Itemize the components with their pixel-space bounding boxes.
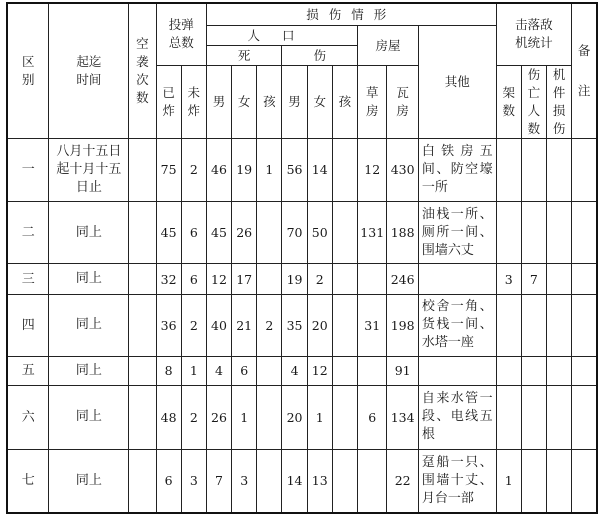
parts-cell: [546, 264, 571, 295]
header-remarks: 备注: [572, 3, 597, 138]
parts-cell: [546, 202, 571, 264]
exploded-cell: 8: [156, 356, 181, 385]
exploded-cell: 32: [156, 264, 181, 295]
thatched-cell: [358, 449, 387, 513]
remarks-cell: [572, 202, 597, 264]
remarks-cell: [572, 138, 597, 202]
dead-child-cell: [257, 202, 282, 264]
tiled-cell: 188: [387, 202, 418, 264]
other-cell: 趸船一只、围墙十丈、月台一部: [418, 449, 496, 513]
period-cell: 同上: [49, 385, 129, 449]
unexploded-cell: 2: [181, 385, 206, 449]
raids-cell: [129, 449, 156, 513]
other-cell: 油栈一所、厕所一间、围墙六丈: [418, 202, 496, 264]
injured-female-cell: 1: [307, 385, 332, 449]
exploded-cell: 6: [156, 449, 181, 513]
injured-male-cell: 70: [282, 202, 307, 264]
aircraft-cell: [496, 202, 521, 264]
parts-cell: [546, 138, 571, 202]
table-body: [7, 138, 597, 513]
header-people: 人口: [206, 25, 357, 45]
header-dead-female: 女: [232, 65, 257, 138]
unexploded-cell: 2: [181, 138, 206, 202]
header-damage: 损伤情形: [206, 3, 496, 25]
crew-cell: [521, 449, 546, 513]
raids-cell: [129, 385, 156, 449]
dead-female-cell: 17: [232, 264, 257, 295]
remarks-cell: [572, 449, 597, 513]
aircraft-cell: [496, 295, 521, 357]
aircraft-cell: 1: [496, 449, 521, 513]
header-exploded: 已炸: [156, 65, 181, 138]
injured-female-cell: 14: [307, 138, 332, 202]
thatched-cell: 6: [358, 385, 387, 449]
dead-male-cell: 26: [206, 385, 231, 449]
table-row: [7, 449, 597, 513]
injured-child-cell: [332, 138, 357, 202]
thatched-cell: 12: [358, 138, 387, 202]
other-cell: 白铁房五间、防空壕一所: [418, 138, 496, 202]
dead-male-cell: 12: [206, 264, 231, 295]
crew-cell: [521, 385, 546, 449]
district-cell: 三: [7, 264, 49, 295]
injured-female-cell: 12: [307, 356, 332, 385]
header-injured: 伤: [282, 45, 358, 65]
tiled-cell: 430: [387, 138, 418, 202]
header-district: 区别: [7, 3, 49, 138]
dead-female-cell: 21: [232, 295, 257, 357]
injured-child-cell: [332, 295, 357, 357]
period-cell: 同上: [49, 295, 129, 357]
header-interception: 击落敌机统计: [496, 3, 572, 65]
table-row: [7, 385, 597, 449]
dead-female-cell: 26: [232, 202, 257, 264]
district-cell: 二: [7, 202, 49, 264]
unexploded-cell: 2: [181, 295, 206, 357]
parts-cell: [546, 356, 571, 385]
raids-cell: [129, 138, 156, 202]
raids-cell: [129, 356, 156, 385]
parts-cell: [546, 449, 571, 513]
tiled-cell: 91: [387, 356, 418, 385]
other-cell: 校舍一角、货栈一间、水塔一座: [418, 295, 496, 357]
dead-female-cell: 1: [232, 385, 257, 449]
dead-female-cell: 6: [232, 356, 257, 385]
other-cell: [418, 264, 496, 295]
exploded-cell: 48: [156, 385, 181, 449]
other-cell: [418, 356, 496, 385]
table-row: [7, 356, 597, 385]
header-dead: 死: [206, 45, 282, 65]
district-cell: 四: [7, 295, 49, 357]
unexploded-cell: 3: [181, 449, 206, 513]
header-tiled: 瓦房: [387, 65, 418, 138]
parts-cell: [546, 385, 571, 449]
header-dead-male: 男: [206, 65, 231, 138]
period-cell: 同上: [49, 264, 129, 295]
dead-female-cell: 19: [232, 138, 257, 202]
district-cell: 五: [7, 356, 49, 385]
injured-child-cell: [332, 385, 357, 449]
parts-cell: [546, 295, 571, 357]
crew-cell: [521, 138, 546, 202]
crew-cell: [521, 295, 546, 357]
district-cell: 六: [7, 385, 49, 449]
injured-female-cell: 50: [307, 202, 332, 264]
header-crew-casualties: 伤亡人数: [521, 65, 546, 138]
tiled-cell: 198: [387, 295, 418, 357]
period-cell: 同上: [49, 202, 129, 264]
raids-cell: [129, 295, 156, 357]
aircraft-cell: [496, 385, 521, 449]
injured-child-cell: [332, 202, 357, 264]
header-dead-child: 孩: [257, 65, 282, 138]
tiled-cell: 22: [387, 449, 418, 513]
injured-male-cell: 35: [282, 295, 307, 357]
unexploded-cell: 1: [181, 356, 206, 385]
crew-cell: 7: [521, 264, 546, 295]
dead-child-cell: [257, 449, 282, 513]
thatched-cell: 31: [358, 295, 387, 357]
injured-male-cell: 56: [282, 138, 307, 202]
unexploded-cell: 6: [181, 202, 206, 264]
header-injured-male: 男: [282, 65, 307, 138]
thatched-cell: 131: [358, 202, 387, 264]
raids-cell: [129, 264, 156, 295]
tiled-cell: 246: [387, 264, 418, 295]
remarks-cell: [572, 295, 597, 357]
period-cell: 同上: [49, 356, 129, 385]
header-houses: 房屋: [358, 25, 419, 65]
table-row: [7, 202, 597, 264]
crew-cell: [521, 356, 546, 385]
header-thatched: 草房: [358, 65, 387, 138]
injured-child-cell: [332, 356, 357, 385]
raids-cell: [129, 202, 156, 264]
thatched-cell: [358, 356, 387, 385]
dead-child-cell: [257, 356, 282, 385]
injured-male-cell: 14: [282, 449, 307, 513]
district-cell: 七: [7, 449, 49, 513]
table-row: [7, 138, 597, 202]
dead-child-cell: [257, 385, 282, 449]
dead-male-cell: 4: [206, 356, 231, 385]
header-raids: 空袭次数: [129, 3, 156, 138]
dead-female-cell: 3: [232, 449, 257, 513]
header-injured-child: 孩: [332, 65, 357, 138]
table-row: [7, 295, 597, 357]
injured-female-cell: 2: [307, 264, 332, 295]
table-row: [7, 264, 597, 295]
injured-male-cell: 19: [282, 264, 307, 295]
injured-male-cell: 20: [282, 385, 307, 449]
period-cell: 八月十五日起十月十五日止: [49, 138, 129, 202]
dead-child-cell: 1: [257, 138, 282, 202]
district-cell: 一: [7, 138, 49, 202]
dead-male-cell: 40: [206, 295, 231, 357]
dead-male-cell: 7: [206, 449, 231, 513]
header-unexploded: 未炸: [181, 65, 206, 138]
header-bombs-total: 投弹总数: [156, 3, 206, 65]
thatched-cell: [358, 264, 387, 295]
crew-cell: [521, 202, 546, 264]
header-aircraft-count: 架数: [496, 65, 521, 138]
injured-male-cell: 4: [282, 356, 307, 385]
period-cell: 同上: [49, 449, 129, 513]
header-period: 起迄时间: [49, 3, 129, 138]
aircraft-cell: [496, 356, 521, 385]
injured-female-cell: 20: [307, 295, 332, 357]
air-raid-damage-table: [6, 2, 598, 514]
exploded-cell: 75: [156, 138, 181, 202]
header-other: 其他: [418, 25, 496, 138]
dead-male-cell: 45: [206, 202, 231, 264]
remarks-cell: [572, 385, 597, 449]
injured-female-cell: 13: [307, 449, 332, 513]
remarks-cell: [572, 264, 597, 295]
dead-male-cell: 46: [206, 138, 231, 202]
injured-child-cell: [332, 449, 357, 513]
dead-child-cell: 2: [257, 295, 282, 357]
tiled-cell: 134: [387, 385, 418, 449]
exploded-cell: 45: [156, 202, 181, 264]
exploded-cell: 36: [156, 295, 181, 357]
remarks-cell: [572, 356, 597, 385]
aircraft-cell: 3: [496, 264, 521, 295]
dead-child-cell: [257, 264, 282, 295]
header-parts-damaged: 机件损伤: [546, 65, 571, 138]
aircraft-cell: [496, 138, 521, 202]
unexploded-cell: 6: [181, 264, 206, 295]
header-injured-female: 女: [307, 65, 332, 138]
other-cell: 自来水管一段、电线五根: [418, 385, 496, 449]
injured-child-cell: [332, 264, 357, 295]
